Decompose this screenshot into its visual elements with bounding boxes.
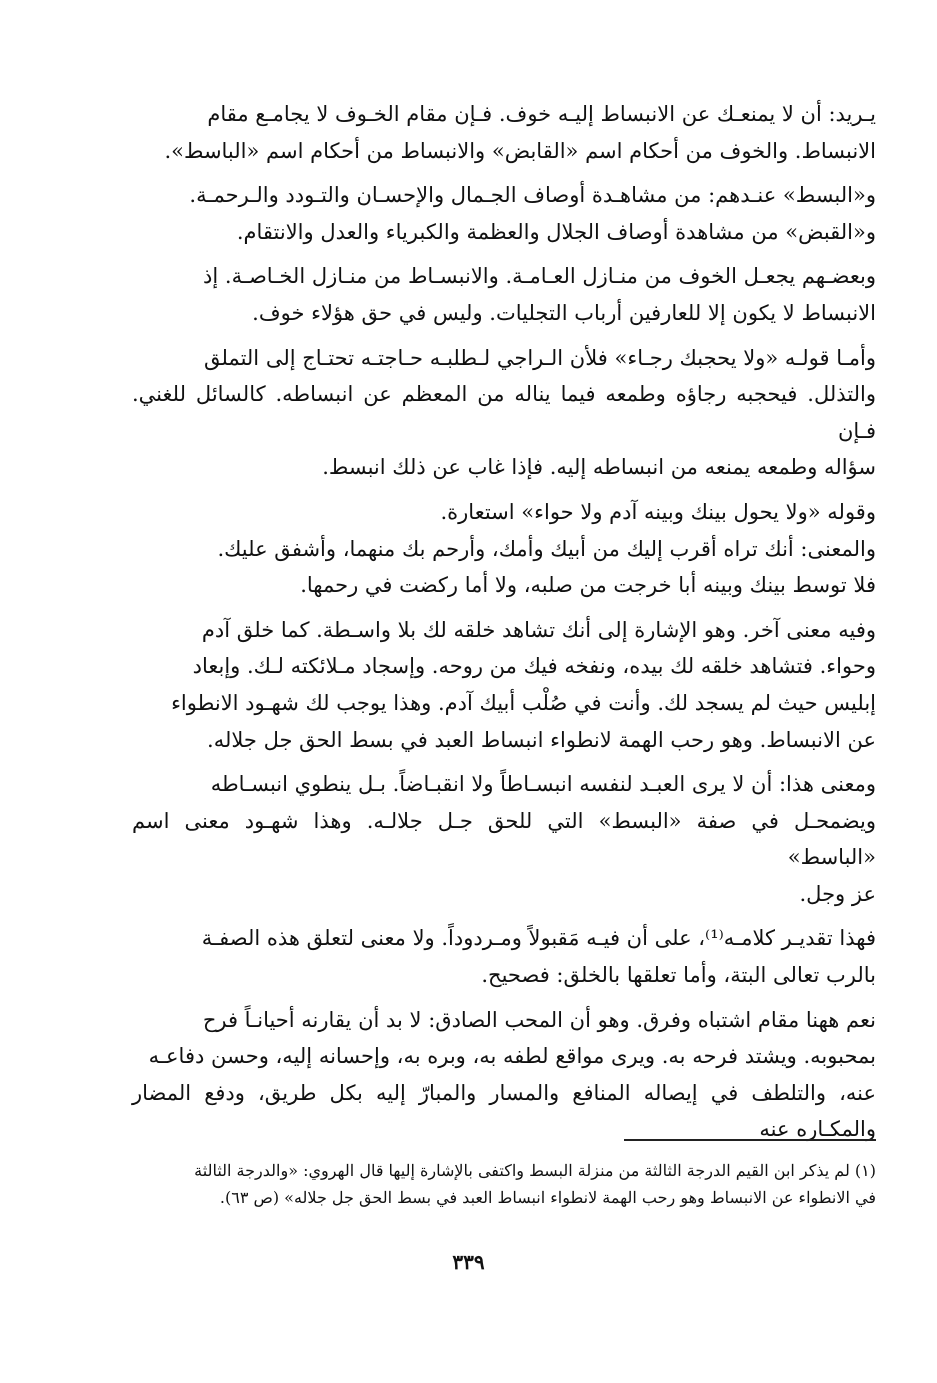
text-line: و«القبض» من مشاهدة أوصاف الجلال والعظمة والكبرياء والعدل والانتقام. (236, 219, 876, 244)
footnote-line: (١) لم يذكر ابن القيم الدرجة الثالثة من منزلة البسط واكتفى بالإشارة إليها قال الهروي: «والدرجة الثالثة (194, 1161, 876, 1180)
text-line: يـريد: أن لا يمنعـك عن الانبساط إليـه خوف. فـإن مقام الخـوف لا يجامـع مقام (207, 102, 876, 126)
text-line: عنه، والتلطف في إيصاله المنافع والمسار والمبارّ إليه بكل طريق، ودفع المضار والمكـاره عنه (132, 1080, 876, 1142)
text-line: وأمـا قولـه «ولا يحجبك رجـاء» فلأن الـراجي لـطلبـه حـاجتـه تحتـاج إلى التملق (203, 345, 876, 370)
text-line: إبليس حيث لم يسجد لك. وأنت في صُلْب أبيك آدم. وهذا يوجب لك شهـود الانطواء (171, 690, 876, 715)
footnote-divider (624, 1139, 876, 1141)
paragraph (132, 920, 876, 993)
paragraph (132, 766, 876, 912)
text-line: والتذلل. فيحجبه رجاؤه وطمعه فيما يناله من المعظم عن انبساطه. كالسائل للغني. فـإن (132, 382, 876, 443)
footnote-line: في الانطواء عن الانبساط وهو رحب الهمة لانطواء انبساط العبد في بسط الحق جل جلاله» (ص ٦٣). (219, 1188, 876, 1207)
paragraph (132, 177, 876, 250)
text-line: سؤاله وطمعه يمنعه من انبساطه إليه. فإذا غاب عن ذلك انبسط. (322, 455, 876, 480)
paragraph (132, 494, 876, 531)
text-line: وحواء. فتشاهد خلقه لك بيده، ونفخه فيك من روحه. وإسجاد مـلائكته لـك. وإبعاد (192, 654, 876, 679)
text-line: فلا توسط بينك وبينه أبا خرجت من صلبه، ولا أما ركضت في رحمها. (300, 573, 876, 598)
text-line: عز وجل. (799, 881, 876, 906)
text-line: الانبساط. والخوف من أحكام اسم «القابض» والانبساط من أحكام اسم «الباسط». (164, 138, 876, 163)
text-line: والمعنى: أنك تراه أقرب إليك من أبيك وأمك، وأرحم بك منهما، وأشفق عليك. (217, 536, 876, 561)
text-line: عن الانبساط. وهو رحب الهمة لانطواء انبساط العبد في بسط الحق جل جلاله. (207, 727, 876, 752)
text-line: و«البسط» عنـدهم: من مشاهـدة أوصاف الجـمال والإحسـان والتـودد والـرحمـة. (189, 183, 876, 208)
paragraph (132, 96, 876, 169)
text-line: بمحبوبه. ويشتد فرحه به. ويرى مواقع لطفه به، وبره به، وإحسانه إليه، وحسن دفاعـه (148, 1044, 876, 1069)
text-line: وفيه معنى آخر. وهو الإشارة إلى أنك تشاهد خلقه لك بلا واسـطة. كما خلق آدم (201, 617, 876, 642)
text-line: بالرب تعالى البتة، وأما تعلقها بالخلق: فصحيح. (481, 963, 876, 988)
paragraph (132, 612, 876, 758)
text-line: الانبساط لا يكون إلا للعارفين أرباب التجليات. وليس في حق هؤلاء خوف. (252, 300, 876, 325)
main-text (132, 96, 876, 1156)
text-line: وقوله «ولا يحول بينك وبينه آدم ولا حواء» استعارة. (440, 499, 876, 524)
page-number: ٣٣٩ (452, 1250, 485, 1274)
paragraph (132, 258, 876, 331)
text-line: نعم ههنا مقام اشتباه وفرق. وهو أن المحب الصادق: لا بد أن يقارنه أحيانـاً فرح (202, 1007, 876, 1032)
text-line: فهذا تقديـر كلامـه⁽¹⁾، على أن فيـه مَقبولاً ومـردوداً. ولا معنى لتعلق هذه الصفـة (201, 926, 876, 951)
paragraph (132, 1002, 876, 1148)
text-line: ومعنى هذا: أن لا يرى العبـد لنفسه انبسـاطاً ولا انقبـاضاً. بـل ينطوي انبسـاطه (210, 772, 876, 797)
paragraph (132, 531, 876, 604)
footnote (132, 1157, 876, 1211)
text-line: ويضمحـل في صفة «البسط» التي للحق جـل جلالـه. وهذا شهـود معنى اسم «الباسط» (132, 808, 876, 870)
text-line: وبعضـهم يجعـل الخوف من منـازل العـامـة. والانبسـاط من منـازل الخـاصـة. إذ (203, 264, 876, 289)
paragraph (132, 340, 876, 486)
